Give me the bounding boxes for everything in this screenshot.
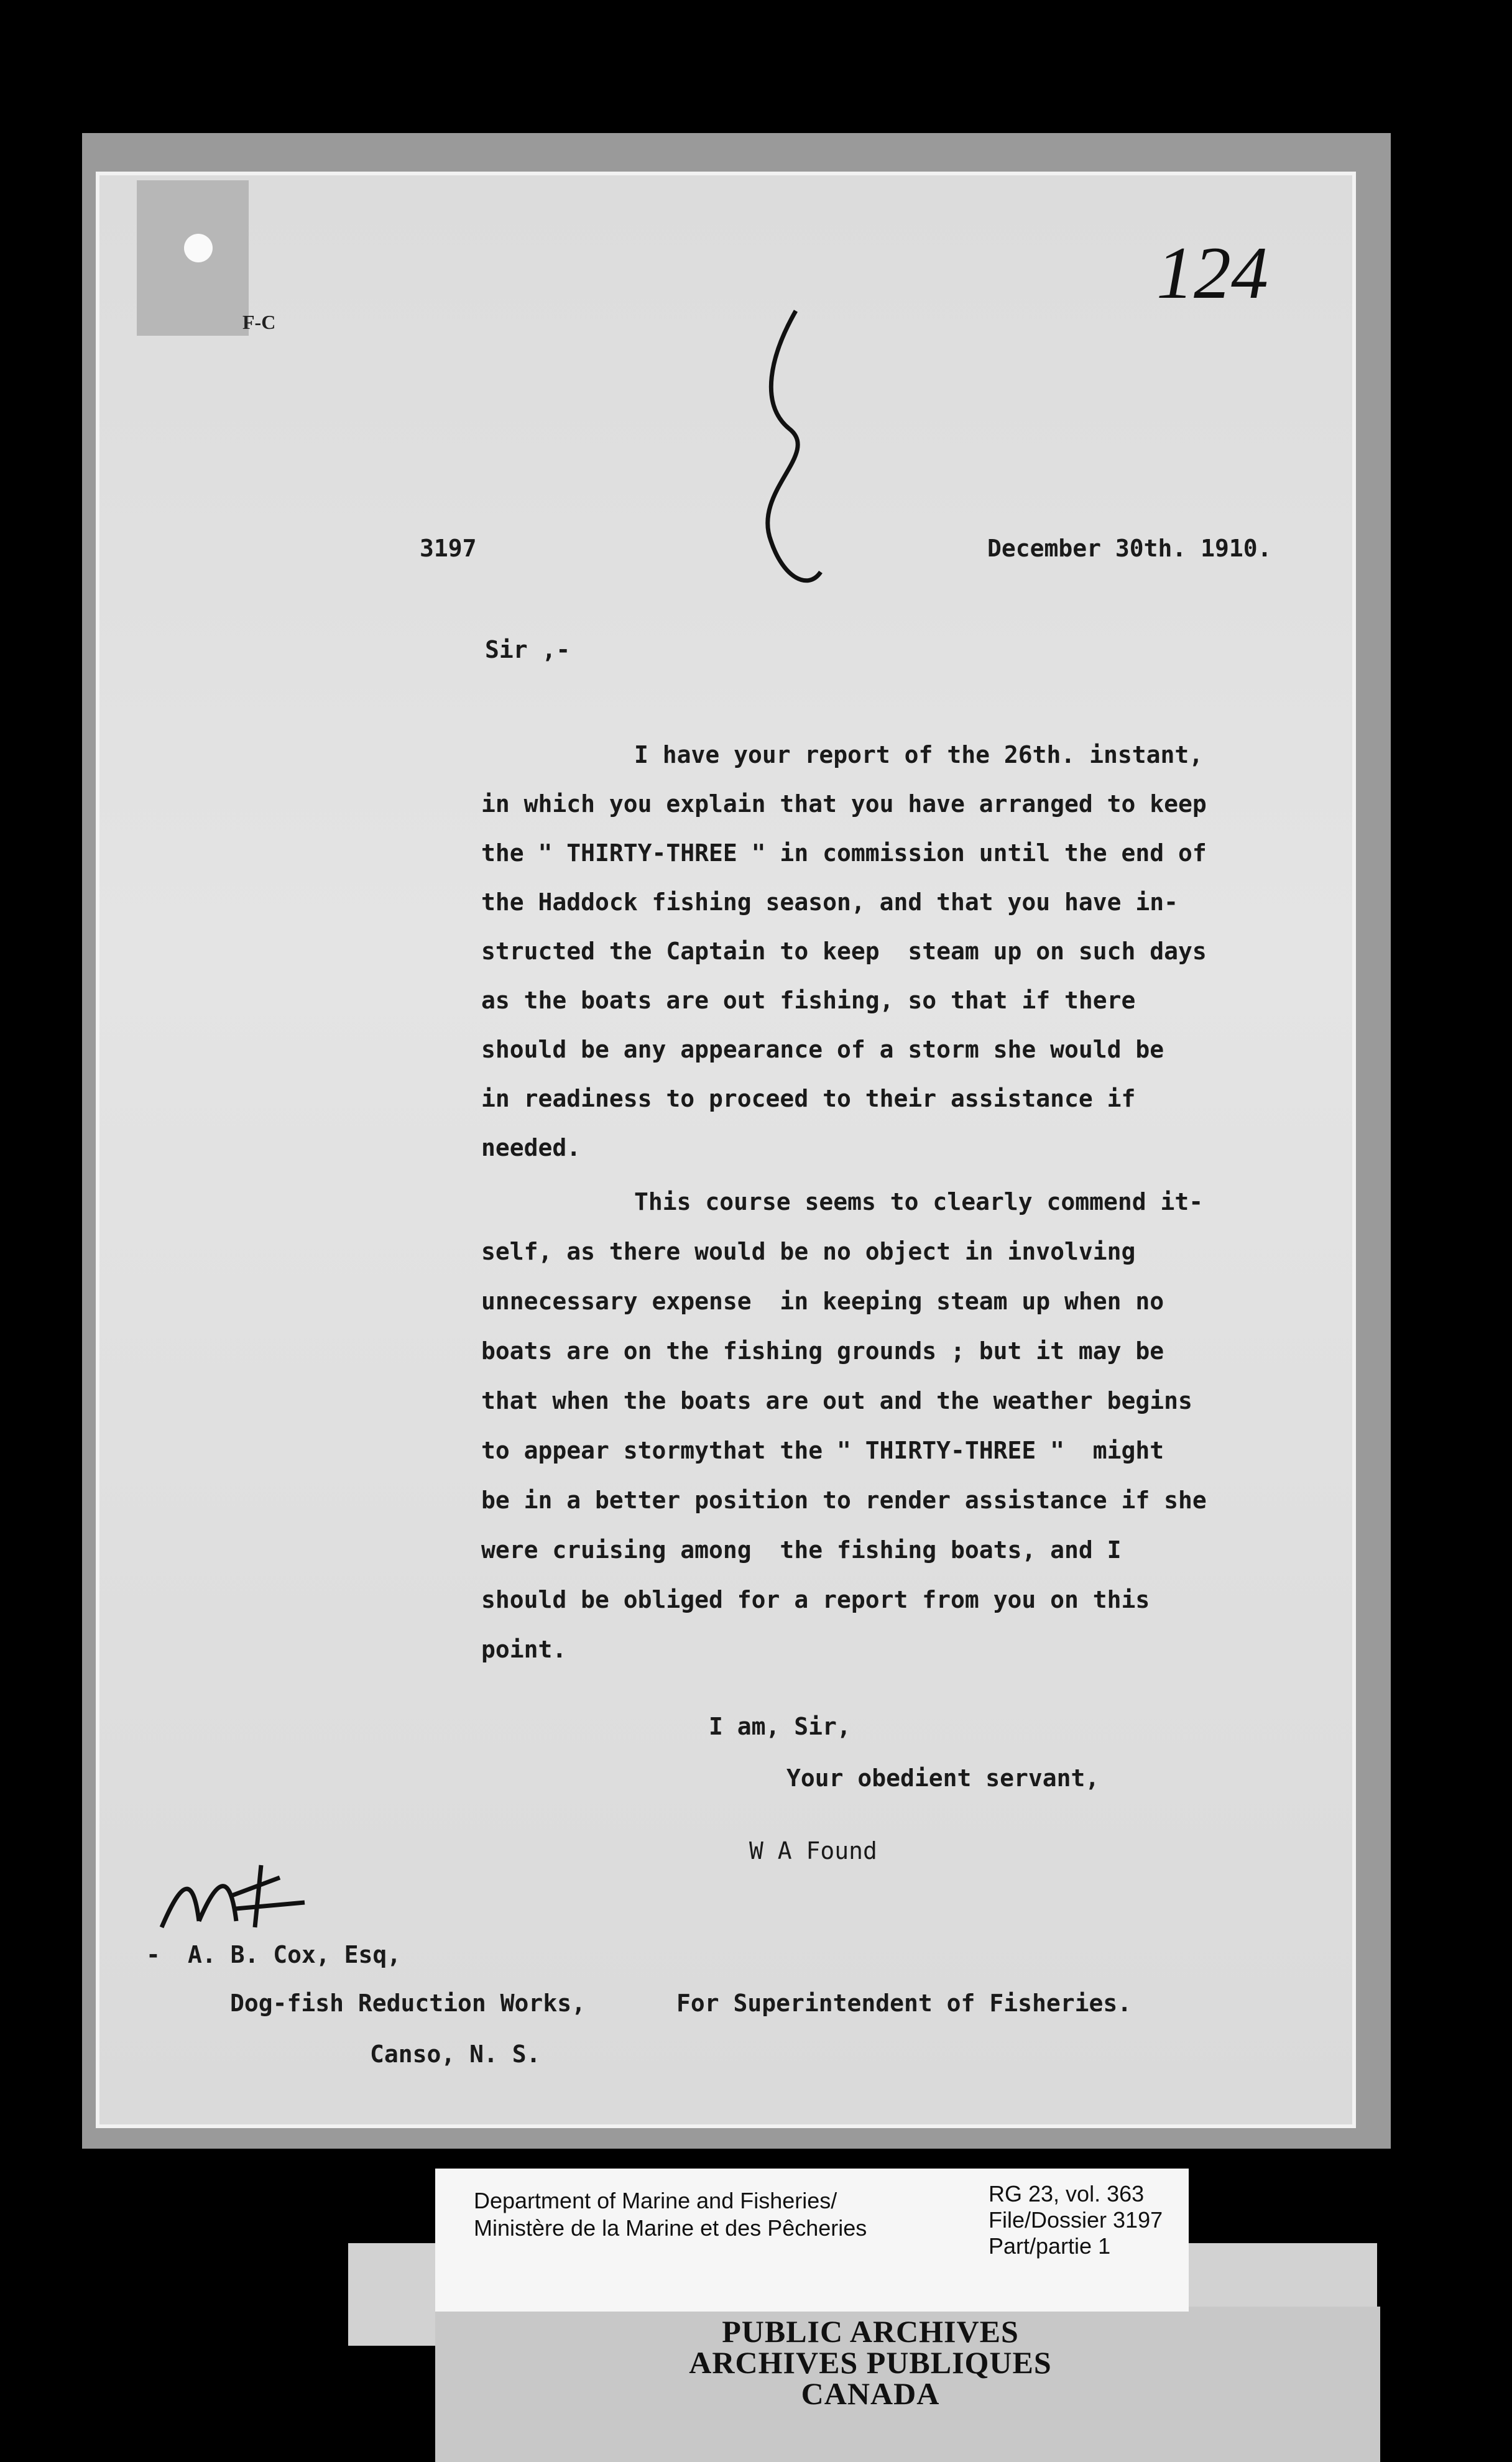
text-line: needed. xyxy=(481,1134,581,1161)
text-line: I have your report of the 26th. instant, xyxy=(634,741,1204,768)
text-line: unnecessary expense in keeping steam up when no xyxy=(481,1288,1164,1315)
corner-mark: F-C xyxy=(242,311,276,333)
closing-line-1: I am, Sir, xyxy=(709,1713,851,1740)
text-line: structed the Captain to keep steam up on such days xyxy=(481,938,1207,965)
folio-number: 124 xyxy=(1156,231,1268,314)
department-en: Department of Marine and Fisheries/ xyxy=(474,2188,837,2213)
text-line: should be any appearance of a storm she would be xyxy=(481,1036,1164,1063)
stamp-line-country: CANADA xyxy=(801,2376,940,2411)
addressee-company: Dog-fish Reduction Works, xyxy=(230,1989,586,2017)
text-line: the " THIRTY-THREE " in commission until the end of xyxy=(481,839,1207,867)
text-line: self, as there would be no object in involving xyxy=(481,1238,1136,1265)
archive-label xyxy=(435,2169,1189,2312)
part-partie: Part/partie 1 xyxy=(989,2233,1111,2259)
file-number: 3197 xyxy=(420,535,477,562)
record-group: RG 23, vol. 363 xyxy=(989,2181,1145,2206)
letter-date: December 30th. 1910. xyxy=(987,535,1272,562)
text-line: as the boats are out fishing, so that if there xyxy=(481,987,1136,1014)
text-line: This course seems to clearly commend it- xyxy=(634,1188,1204,1215)
salutation: Sir ,- xyxy=(485,636,571,663)
text-line: should be obliged for a report from you on this xyxy=(481,1586,1150,1613)
text-line: that when the boats are out and the weather begins xyxy=(481,1387,1192,1414)
signature-name: W A Found xyxy=(749,1837,877,1865)
text-line: to appear stormythat the " THIRTY-THREE " might xyxy=(481,1437,1164,1464)
text-line: in which you explain that you have arranged to keep xyxy=(481,790,1207,818)
department-fr: Ministère de la Marine et des Pêcheries xyxy=(474,2215,867,2241)
handwritten-mark xyxy=(734,305,858,603)
department-name xyxy=(474,2187,867,2242)
dash-mark: - xyxy=(146,1941,160,1968)
addressee-location: Canso, N. S. xyxy=(370,2040,541,2068)
closing-line-2: Your obedient servant, xyxy=(786,1764,1100,1792)
addressee-name: A. B. Cox, Esq, xyxy=(188,1941,402,1968)
stamp-line-en: PUBLIC ARCHIVES xyxy=(722,2314,1019,2349)
signatory-title: For Superintendent of Fisheries. xyxy=(676,1989,1132,2017)
archive-reference xyxy=(989,2181,1163,2259)
file-dossier: File/Dossier 3197 xyxy=(989,2207,1163,2233)
text-line: point. xyxy=(481,1636,567,1663)
punch-hole xyxy=(184,234,213,262)
archives-stamp xyxy=(622,2316,1119,2409)
stamp-line-fr: ARCHIVES PUBLIQUES xyxy=(689,2345,1052,2380)
text-line: be in a better position to render assistance if she xyxy=(481,1487,1207,1514)
text-line: boats are on the fishing grounds ; but it may be xyxy=(481,1337,1164,1365)
text-line: the Haddock fishing season, and that you have in- xyxy=(481,888,1179,916)
text-line: in readiness to proceed to their assistance if xyxy=(481,1085,1136,1112)
text-line: were cruising among the fishing boats, and I xyxy=(481,1536,1122,1564)
handwritten-initials xyxy=(155,1859,317,1940)
